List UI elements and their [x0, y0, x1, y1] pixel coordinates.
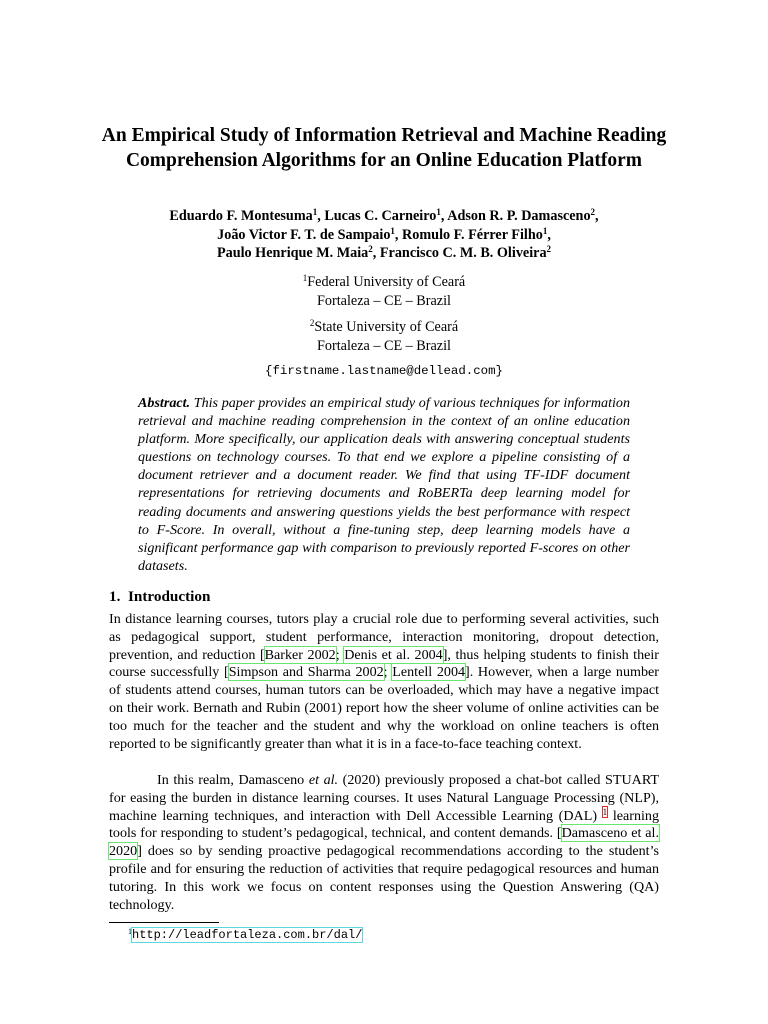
affiliation-location: Fortaleza – CE – Brazil — [317, 292, 451, 309]
abstract-text: This paper provides an empirical study of various techniques for information retrieval and machine reading comprehension in the context of an online education platform. More specifically, our application deals with answering conceptual students questions on technology courses. To that end we explore a pipeline consisting of a document retriever and a document reader. We find that using TF-IDF document representations for retrieving documents and RoBERTa deep learning model for reading documents and answering questions yields the best performance with respect to F-Score. In overall, without a fine-tuning step, deep learning models have a significant performance gap with comparison to previously reported F-scores on other datasets. — [138, 395, 630, 574]
author-name: Romulo F. Férrer Filho — [402, 226, 543, 243]
author-affil-mark: 2 — [546, 244, 552, 254]
citation-link[interactable]: Simpson and Sharma 2002 — [228, 664, 384, 681]
paragraph-text: learning tools for responding to student’s pedagogical, technical, and content demands. [ — [109, 807, 660, 842]
paragraph-text: ]. However, when a large number of students attend courses, human tutors can be overloaded, which may have a negative impact on their work. Bernath and Rubin (2001) report how the sheer volume of online activities can be too much for the teacher and the student and why the workload on online teachers is often reported to be significantly greater than what it is in a face-to-face teaching context. — [109, 664, 659, 752]
paragraph-text: ] does so by sending proactive pedagogical recommendations according to the student’s profile and for ensuring the reduction of activities that require pedagogical resources and human tutoring. In this work we focus on content responses using the Question Answering (QA) technology. — [109, 843, 659, 913]
paper-title: An Empirical Study of Information Retrieval and Machine Reading Comprehension Algorithms for an Online Education Platform — [101, 125, 667, 171]
author-list: Eduardo F. Montesuma$^1$, Lucas C. Carneiro$^1$, Adson R. P. Damasceno$^2$, João Victor F. T. de Sampaio$^1$, Romulo F. Férrer Filho$^1$, Paulo Henrique M. Maia$^2$, Francisco C. M. B. Oliveira$^2$ — [169, 207, 599, 261]
affiliation-mark: 1 — [302, 273, 308, 283]
affiliation-location: Fortaleza – CE – Brazil — [317, 337, 451, 354]
author-name: João Victor F. T. de Sampaio — [217, 226, 391, 243]
paragraph-text: In distance learning courses, tutors play a crucial role due to performing several activities, such as pedagogical support, student performance, interaction monitoring, dropout detection, prevention, and reduction [ — [109, 611, 659, 663]
abstract — [138, 394, 630, 575]
citation-link[interactable]: Lentell 2004 — [392, 664, 466, 681]
author-name: Eduardo F. Montesuma — [169, 208, 313, 224]
footnote-divider — [109, 922, 219, 923]
paragraph-text: ], thus helping students to finish their course successfully [ — [109, 646, 659, 681]
intro-paragraph-1 — [109, 611, 659, 753]
affiliation-2 — [180, 318, 588, 355]
footnote-url-link[interactable]: http://leadfortaleza.com.br/dal/ — [132, 928, 363, 942]
author-affil-mark: 1 — [312, 207, 318, 217]
citation-link[interactable]: Denis et al. 2004 — [344, 646, 443, 663]
intro-paragraph-2 — [109, 772, 659, 914]
citation-link[interactable]: Damasceno et al. 2020 — [109, 825, 659, 860]
author-name: Francisco C. M. B. Oliveira — [379, 245, 547, 261]
affiliation-mark: 2 — [309, 318, 315, 328]
author-name: Paulo Henrique M. Maia — [216, 245, 369, 261]
et-al-italic: et al. — [308, 772, 339, 788]
paragraph-text: (2020) previously proposed a chat-bot called STUART for easing the burden in distance learning courses. It uses Natural Language Processing (NLP), machine learning techniques, and interaction with Dell Accessible Learning (DAL) — [109, 772, 659, 824]
affiliation-1 — [180, 273, 588, 310]
affiliation-name: State University of Ceará — [314, 319, 459, 335]
citation-separator: ; — [335, 646, 345, 663]
affiliation-name: Federal University of Ceará — [307, 274, 466, 290]
author-name: Lucas C. Carneiro — [324, 208, 437, 224]
section-title: Introduction — [127, 588, 211, 605]
abstract-label: Abstract. — [138, 395, 191, 411]
author-name: Adson R. P. Damasceno — [447, 208, 591, 224]
author-affil-mark: 2 — [368, 244, 373, 254]
section-number: 1. — [109, 588, 121, 605]
author-affil-mark: 2 — [590, 207, 596, 217]
section-heading — [109, 588, 210, 606]
author-affil-mark: 1 — [390, 225, 395, 236]
paragraph-text: In this realm, Damasceno — [157, 772, 309, 788]
footnote — [128, 927, 362, 942]
author-affil-mark: 1 — [436, 207, 441, 217]
contact-email: {firstname.lastname@dellead.com} — [265, 364, 503, 378]
author-affil-mark: 1 — [542, 225, 548, 236]
citation-link[interactable]: Barker 2002 — [264, 646, 336, 663]
footnote-mark: 1 — [128, 927, 132, 936]
footnote-reference[interactable]: 1 — [602, 806, 608, 817]
citation-separator: ; — [383, 664, 393, 681]
